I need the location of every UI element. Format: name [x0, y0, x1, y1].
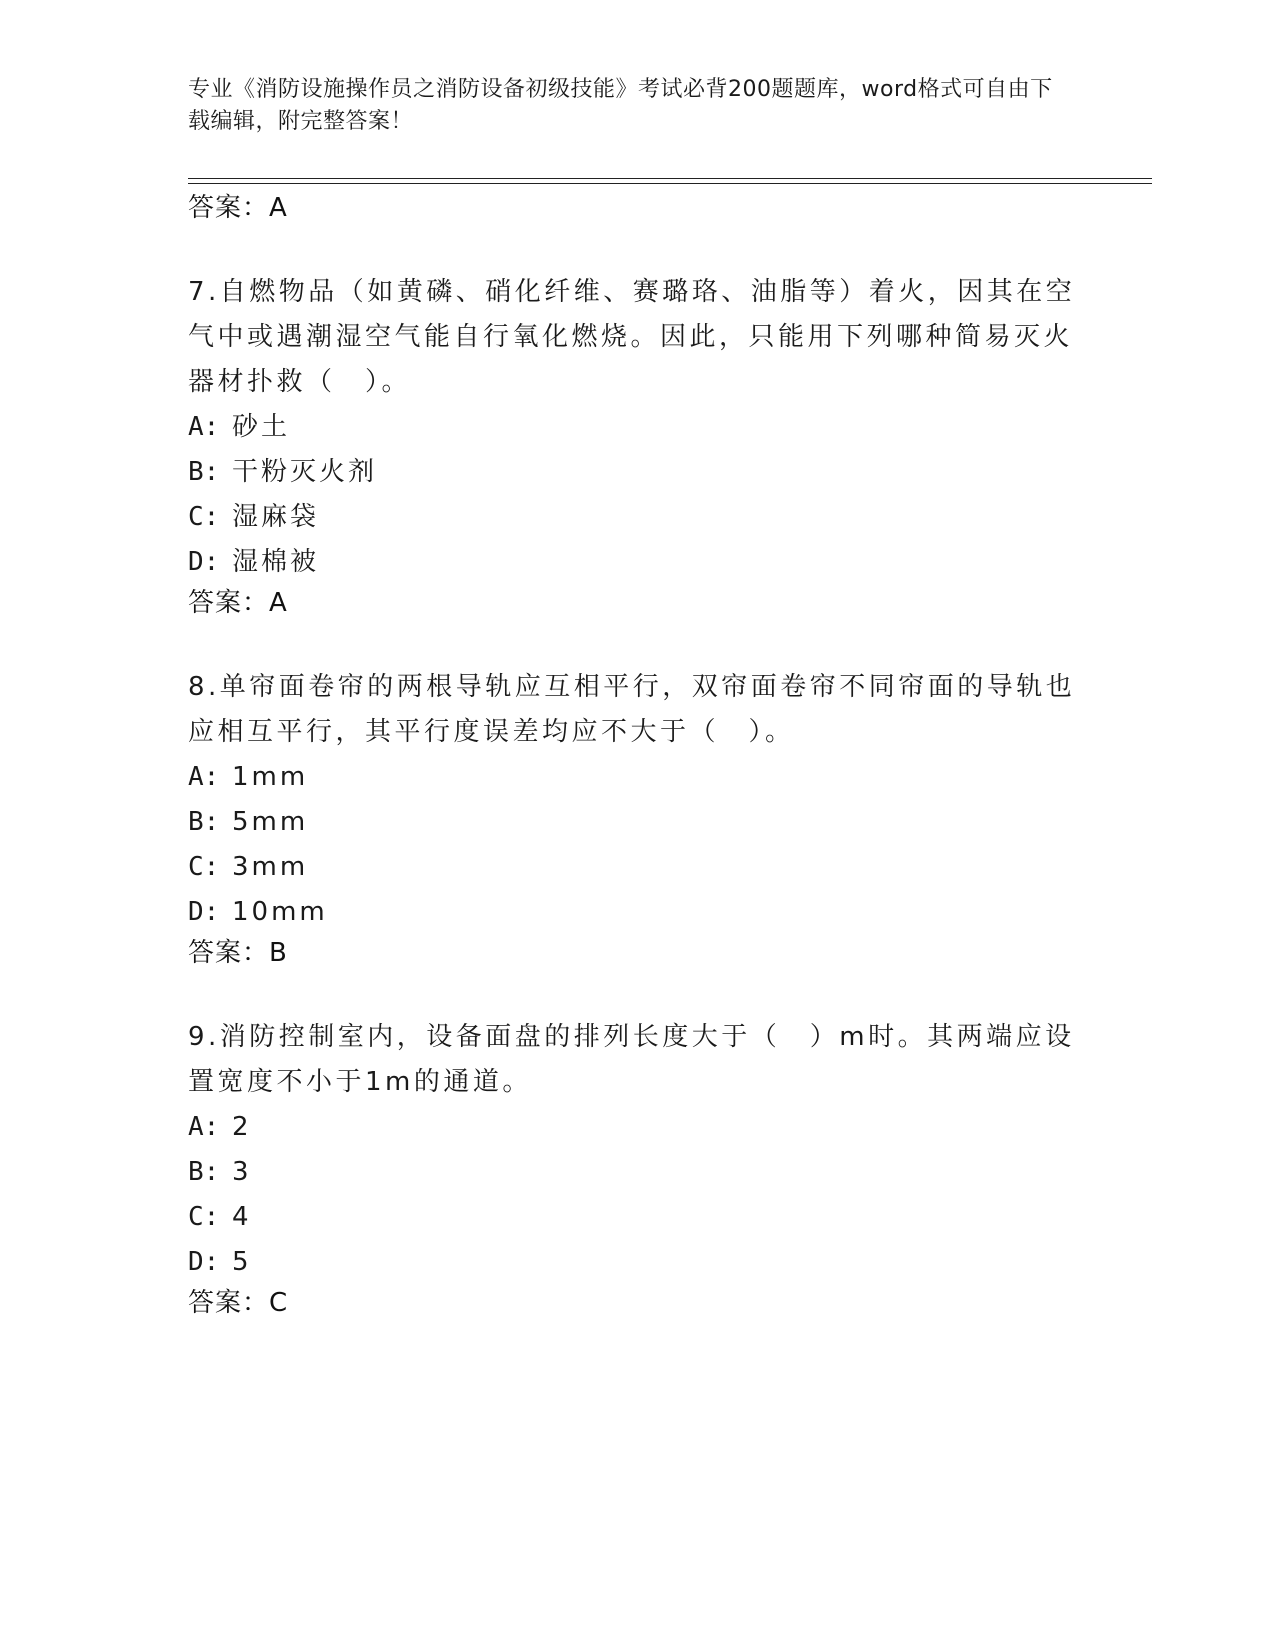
option-text: 3 — [232, 1157, 252, 1187]
option-text: 5mm — [232, 807, 309, 837]
option-letter: A: — [188, 1112, 220, 1142]
option-letter: D: — [188, 1247, 220, 1277]
option-d — [188, 540, 1088, 585]
question-7 — [188, 270, 1088, 621]
answer-line: 答案：B — [188, 938, 288, 968]
previous-answer: 答案：A — [188, 193, 288, 223]
option-text: 5 — [232, 1247, 252, 1277]
option-c — [188, 1195, 1088, 1240]
question-9 — [188, 1015, 1088, 1321]
option-b — [188, 1150, 1088, 1195]
option-c — [188, 845, 1088, 890]
option-a — [188, 1105, 1088, 1150]
option-letter: C: — [188, 1202, 220, 1232]
option-text: 3mm — [232, 852, 309, 882]
option-text: 干粉灭火剂 — [232, 457, 378, 487]
option-letter: B: — [188, 1157, 220, 1187]
option-letter: D: — [188, 547, 220, 577]
option-letter: C: — [188, 852, 220, 882]
document-header: 专业《消防设施操作员之消防设备初级技能》考试必背200题题库，word格式可自由下载编辑，附完整答案！ — [188, 77, 1053, 134]
document-body — [188, 190, 1088, 1321]
answer-line: 答案：C — [188, 1288, 289, 1318]
option-text: 1mm — [232, 762, 309, 792]
spacer — [188, 971, 1088, 1015]
option-letter: B: — [188, 807, 220, 837]
option-letter: A: — [188, 412, 220, 442]
option-text: 2 — [232, 1112, 252, 1142]
option-b — [188, 800, 1088, 845]
option-letter: A: — [188, 762, 220, 792]
option-d — [188, 890, 1088, 935]
option-letter: D: — [188, 897, 220, 927]
option-a — [188, 755, 1088, 800]
option-text: 湿棉被 — [232, 547, 320, 577]
question-text: 8.单帘面卷帘的两根导轨应互相平行，双帘面卷帘不同帘面的导轨也应相互平行，其平行度误差均应不大于（ ）。 — [188, 672, 1076, 747]
option-text: 4 — [232, 1202, 252, 1232]
option-text: 10mm — [232, 897, 328, 927]
option-b — [188, 450, 1088, 495]
option-letter: B: — [188, 457, 220, 487]
spacer — [188, 226, 1088, 270]
header-rule-top — [188, 178, 1152, 179]
question-text: 9.消防控制室内，设备面盘的排列长度大于（ ）m时。其两端应设置宽度不小于1m的通道。 — [188, 1022, 1075, 1097]
option-d — [188, 1240, 1088, 1285]
option-text: 湿麻袋 — [232, 502, 320, 532]
option-letter: C: — [188, 502, 220, 532]
question-8 — [188, 665, 1088, 971]
option-text: 砂土 — [232, 412, 291, 442]
option-a — [188, 405, 1088, 450]
question-text: 7.自燃物品（如黄磷、硝化纤维、赛璐珞、油脂等）着火，因其在空气中或遇潮湿空气能自行氧化燃烧。因此，只能用下列哪种简易灭火器材扑救（ ）。 — [188, 277, 1076, 397]
spacer — [188, 621, 1088, 665]
header-rule-bottom — [188, 183, 1152, 184]
answer-line: 答案：A — [188, 588, 288, 618]
option-c — [188, 495, 1088, 540]
